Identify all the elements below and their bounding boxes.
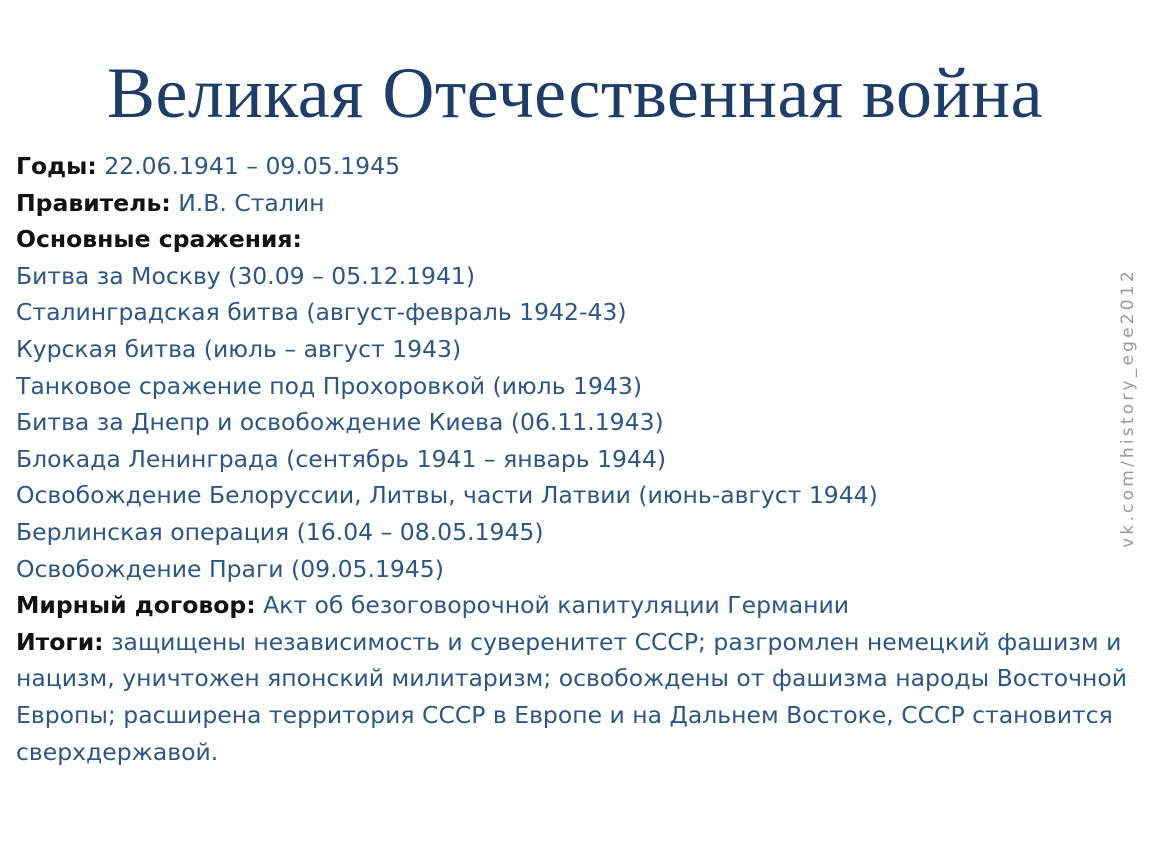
watermark-text: vk.com/history_ege2012: [1118, 268, 1138, 548]
battle-item: Битва за Москву (30.09 – 05.12.1941): [16, 261, 476, 290]
years-value: 22.06.1941 – 09.05.1945: [104, 152, 401, 180]
battle-item: Берлинская операция (16.04 – 08.05.1945): [16, 517, 544, 546]
ruler-label: Правитель:: [16, 188, 171, 217]
ruler-value: И.В. Сталин: [178, 188, 325, 217]
battles-label: Основные сражения:: [16, 225, 302, 254]
ruler-row: [16, 185, 1141, 222]
treaty-value: Акт об безоговорочной капитуляции Германии: [263, 591, 850, 620]
battle-item: Сталинградская битва (август-февраль 1942-43): [16, 298, 627, 327]
treaty-label: Мирный договор:: [16, 591, 256, 620]
years-label: Годы:: [16, 152, 97, 180]
content-body: [16, 148, 1141, 770]
treaty-row: [16, 587, 1141, 624]
battle-item: Блокада Ленинграда (сентябрь 1941 – январь 1944): [16, 444, 667, 473]
results-paragraph: [16, 624, 1141, 770]
results-label: Итоги:: [16, 627, 104, 656]
battle-item: Освобождение Белоруссии, Литвы, части Латвии (июнь-август 1944): [16, 481, 878, 510]
years-row: [16, 148, 1141, 185]
battle-item: Освобождение Праги (09.05.1945): [16, 554, 444, 583]
results-value: защищены независимость и суверенитет СССР; разгромлен немецкий фашизм и нацизм, уничтожен японский милитаризм; освобождены от фашизма народы Восточной Европы; расширена территория СССР в Европе и на Дальнем Востоке, СССР становится сверхдержавой.: [16, 627, 1127, 766]
battle-item: Битва за Днепр и освобождение Киева (06.11.1943): [16, 408, 664, 437]
battle-item: Танковое сражение под Прохоровкой (июль 1943): [16, 371, 642, 400]
battle-item: Курская битва (июль – август 1943): [16, 334, 462, 363]
page-title: Великая Отечественная война: [106, 53, 1044, 133]
battles-heading: [16, 221, 1141, 258]
